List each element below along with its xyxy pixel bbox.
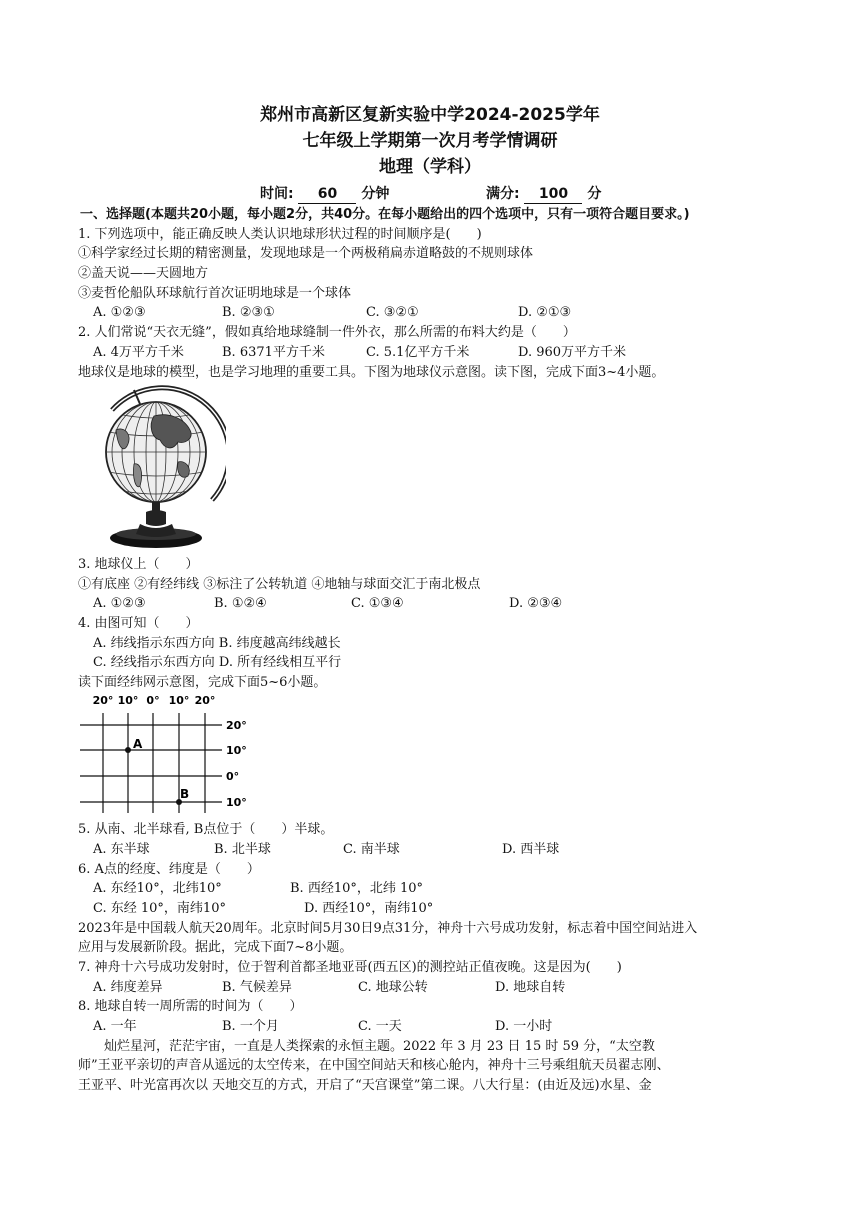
lat-lon-grid-figure: [80, 691, 260, 817]
q3-option-d: D. ②③④: [509, 596, 563, 611]
q8-option-d: D. 一小时: [495, 1019, 553, 1034]
intro-3-4: 地球仪是地球的模型，也是学习地理的重要工具。下图为地球仪示意图。读下图，完成下面3~4小题。: [78, 365, 665, 380]
passage-line1: 灿烂星河，茫茫宇宙，一直是人类探索的永恒主题。2022 年 3 月 23 日 15 时 59 分，“太空教: [78, 1039, 655, 1054]
section1-heading: 一、选择题(本题共20小题，每小题2分，共40分。在每小题给出的四个选项中，只有一项符合题目要求。): [80, 207, 690, 222]
q3-option-c: C. ①③④: [351, 596, 404, 611]
exam-title-subject: 地理（学科）: [379, 157, 481, 177]
q3-items: ①有底座 ②有经纬线 ③标注了公转轨道 ④地轴与球面交汇于南北极点: [78, 577, 481, 592]
q1-option-c: C. ③②①: [366, 305, 419, 320]
q5-option-c: C. 南半球: [343, 842, 400, 857]
q1-item2: ②盖天说——天圆地方: [78, 266, 209, 281]
lon-label: 0°: [146, 694, 160, 707]
point-a-label: A: [133, 737, 143, 751]
lat-label: 0°: [226, 770, 240, 783]
q5-option-a: A. 东半球: [93, 842, 150, 857]
q6-stem: 6. A点的经度、纬度是（ ）: [78, 862, 260, 877]
q4-options-line1: A. 纬线指示东西方向 B. 纬度越高纬线越长: [93, 636, 341, 651]
q1-option-b: B. ②③①: [222, 305, 275, 320]
q6-option-d: D. 西经10°，南纬10°: [304, 901, 434, 916]
q2-option-c: C. 5.1亿平方千米: [366, 345, 470, 360]
lon-label: 10°: [168, 694, 190, 707]
score-unit: 分: [587, 186, 602, 202]
q7-option-d: D. 地球自转: [495, 980, 566, 995]
q1-option-a: A. ①②③: [93, 305, 146, 320]
lat-label: 20°: [226, 719, 247, 732]
intro-7-8-line2: 应用与发展新阶段。据此，完成下面7~8小题。: [78, 940, 353, 955]
q6-option-c: C. 东经 10°，南纬10°: [93, 901, 226, 916]
lon-label: 10°: [117, 694, 139, 707]
q4-options-line2: C. 经线指示东西方向 D. 所有经线相互平行: [93, 655, 342, 670]
intro-5-6: 读下面经纬网示意图，完成下面5~6小题。: [78, 675, 327, 690]
q5-option-b: B. 北半球: [214, 842, 271, 857]
score-label: 满分:: [486, 186, 520, 202]
q2-stem: 2. 人们常说“天衣无缝”，假如真给地球缝制一件外衣，那么所需的布料大约是（ ）: [78, 325, 576, 340]
point-b-label: B: [180, 787, 190, 801]
time-label: 时间:: [260, 186, 294, 202]
q1-stem: 1. 下列选项中，能正确反映人类认识地球形状过程的时间顺序是( ): [78, 227, 482, 242]
lon-label: 20°: [92, 694, 114, 707]
q5-stem: 5. 从南、北半球看, B点位于（ ）半球。: [78, 822, 334, 837]
q6-option-a: A. 东经10°，北纬10°: [93, 881, 222, 896]
q8-option-b: B. 一个月: [222, 1019, 279, 1034]
q2-option-b: B. 6371平方千米: [222, 345, 325, 360]
time-unit: 分钟: [361, 186, 390, 202]
lon-label: 20°: [194, 694, 216, 707]
q1-option-d: D. ②①③: [518, 305, 572, 320]
q3-stem: 3. 地球仪上（ ）: [78, 557, 199, 572]
exam-score: [486, 185, 601, 204]
q2-option-d: D. 960万平方千米: [518, 345, 627, 360]
exam-time: [260, 185, 389, 204]
point-a-marker: [125, 747, 131, 753]
q8-option-c: C. 一天: [358, 1019, 402, 1034]
time-value: 60: [298, 185, 356, 204]
q1-item3: ③麦哲伦船队环球航行首次证明地球是一个球体: [78, 286, 352, 301]
q7-stem: 7. 神舟十六号成功发射时，位于智利首都圣地亚哥(西五区)的测控站正值夜晚。这是因为( ): [78, 960, 622, 975]
q3-option-a: A. ①②③: [93, 596, 146, 611]
q1-item1: ①科学家经过长期的精密测量，发现地球是一个两极稍扁赤道略鼓的不规则球体: [78, 246, 534, 261]
lat-label: 10°: [226, 744, 247, 757]
passage-line2: 师”王亚平亲切的声音从遥远的太空传来，在中国空间站天和核心舱内，神舟十三号乘组航天员翟志刚、: [78, 1058, 670, 1073]
q7-option-a: A. 纬度差异: [93, 980, 163, 995]
q5-option-d: D. 西半球: [502, 842, 560, 857]
exam-title-line1: 郑州市高新区复新实验中学2024-2025学年: [260, 105, 600, 125]
passage-line3: 王亚平、叶光富再次以 天地交互的方式，开启了“天宫课堂”第二课。八大行星：(由近及远)水星、金: [78, 1078, 652, 1093]
intro-7-8-line1: 2023年是中国载人航天20周年。北京时间5月30日9点31分，神舟十六号成功发射，标志着中国空间站进入: [78, 921, 698, 936]
q2-option-a: A. 4万平方千米: [93, 345, 184, 360]
globe-image: [94, 382, 226, 552]
lat-label: 10°: [226, 796, 247, 809]
q3-option-b: B. ①②④: [214, 596, 267, 611]
score-value: 100: [524, 185, 582, 204]
q7-option-b: B. 气候差异: [222, 980, 292, 995]
q8-option-a: A. 一年: [93, 1019, 137, 1034]
exam-title-line2: 七年级上学期第一次月考学情调研: [302, 131, 558, 151]
q6-option-b: B. 西经10°，北纬 10°: [290, 881, 424, 896]
q8-stem: 8. 地球自转一周所需的时间为（ ）: [78, 999, 303, 1014]
q7-option-c: C. 地球公转: [358, 980, 428, 995]
q4-stem: 4. 由图可知（ ）: [78, 616, 199, 631]
